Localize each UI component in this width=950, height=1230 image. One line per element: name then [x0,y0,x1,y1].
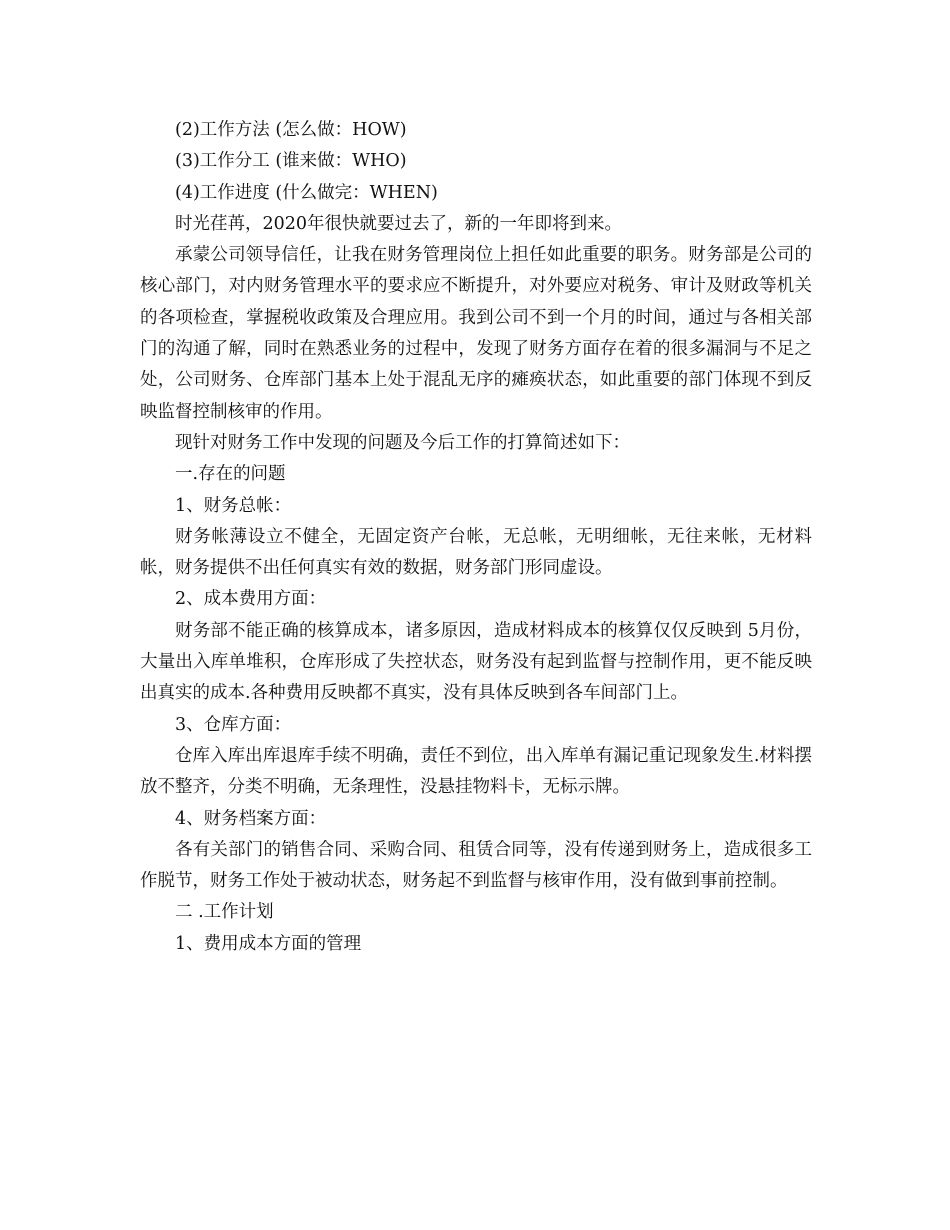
paragraph-role-description: 承蒙公司领导信任，让我在财务管理岗位上担任如此重要的职务。财务部是公司的核心部门，对内财务管理水平的要求应不断提升，对外要应对税务、审计及财政等机关的各项检查，掌握税收政策及合理应用。我到公司不到一个月的时间，通过与各相关部门的沟通了解，同时在熟悉业务的过程中，发现了财务方面存在着的很多漏洞与不足之处，公司财务、仓库部门基本上处于混乱无序的瘫痪状态，如此重要的部门体现不到反映监督控制核审的作用。 [140,245,812,422]
heading-existing-problems: 一.存在的问题 [175,464,286,485]
paragraph-summary-lead: 现针对财务工作中发现的问题及今后工作的打算简述如下： [175,432,630,453]
heading-work-plan: 二 .工作计划 [175,902,274,923]
paragraph-cost-expense: 财务部不能正确的核算成本，诸多原因，造成材料成本的核算仅仅反映到 5月份，大量出入库单堆积，仓库形成了失控状态，财务没有起到监督与控制作用，更不能反映出真实的成本.各种费用反映都不真实，没有具体反映到各车间部门上。 [140,620,812,704]
subheading-cost-management: 1、费用成本方面的管理 [175,933,362,954]
paragraph-finance-archives: 各有关部门的销售合同、采购合同、租赁合同等，没有传递到财务上，造成很多工作脱节，财务工作处于被动状态，财务起不到监督与核审作用，没有做到事前控制。 [140,839,812,892]
subheading-warehouse: 3、仓库方面： [175,714,292,735]
subheading-finance-archives: 4、财务档案方面： [175,808,327,829]
subheading-cost-expense: 2、成本费用方面： [175,589,327,610]
paragraph-warehouse: 仓库入库出库退库手续不明确，责任不到位，出入库单有漏记重记现象发生.材料摆放不整齐，分类不明确，无条理性，没悬挂物料卡，无标示牌。 [140,745,812,798]
paragraph-work-schedule: (4)工作进度 (什么做完：WHEN) [175,182,438,203]
subheading-general-ledger: 1、财务总帐： [175,495,292,516]
paragraph-work-division: (3)工作分工 (谁来做：WHO) [175,151,407,172]
paragraph-general-ledger: 财务帐薄设立不健全，无固定资产台帐，无总帐，无明细帐，无往来帐，无材料帐，财务提供不出任何真实有效的数据，财务部门形同虚设。 [140,526,812,579]
paragraph-work-method: (2)工作方法 (怎么做：HOW) [175,120,407,140]
document-page [140,115,812,960]
paragraph-time-intro: 时光荏苒，2020年很快就要过去了，新的一年即将到来。 [175,213,623,234]
